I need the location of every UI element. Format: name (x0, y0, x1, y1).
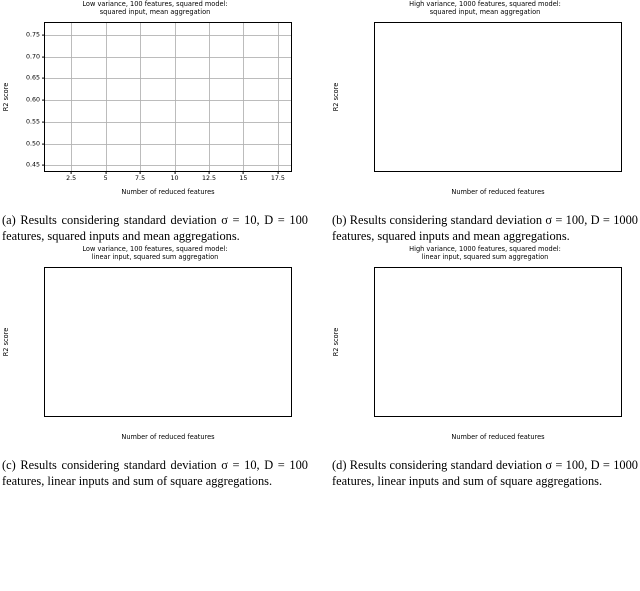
y-axis-tick-label: 0.75 (25, 31, 40, 39)
chart-a (0, 0, 310, 206)
y-axis-tick-mark (42, 121, 45, 122)
gridline-horizontal (45, 122, 291, 123)
x-axis-tick-mark (209, 171, 210, 174)
chart-container-a (0, 0, 310, 206)
x-axis-tick-label: 12.5 (201, 175, 216, 182)
y-axis-tick-label: 0.45 (25, 161, 40, 169)
gridline-vertical (278, 23, 279, 171)
x-axis-tick-mark (105, 171, 106, 174)
caption-label-a: (a) (2, 213, 16, 227)
caption-text-c: Results considering standard deviation σ = 10, D = 100 features, linear inputs and sum of square aggregations. (2, 457, 308, 489)
y-axis-label-b: R2 score (332, 82, 340, 112)
y-axis-tick-label: 0.70 (25, 53, 40, 61)
x-axis-tick-label: 10 (170, 175, 179, 182)
y-axis-label-d: R2 score (332, 327, 340, 357)
caption-text-b: Results considering standard deviation σ = 100, D = 1000 features, squared inputs and mean aggregations. (332, 213, 638, 244)
y-axis-tick-label: 0.65 (25, 74, 40, 82)
caption-d (330, 457, 640, 490)
gridline-horizontal (45, 35, 291, 36)
x-axis-tick-mark (140, 171, 141, 174)
gridline-vertical (209, 23, 210, 171)
caption-c (0, 457, 310, 490)
x-axis-tick-mark (243, 171, 244, 174)
plot-area-a (25, 22, 292, 182)
x-axis-label-c: Number of reduced features (121, 432, 215, 441)
gridline-horizontal (45, 144, 291, 145)
chart-title-a: Low variance, 100 features, squared model: squared input, mean aggregation (82, 0, 228, 17)
figure-panel-a (0, 0, 310, 245)
gridline-horizontal (45, 165, 291, 166)
plot-area-c (44, 267, 292, 417)
chart-container-b (330, 0, 640, 206)
x-axis-tick-label: 17.5 (270, 175, 285, 182)
chart-d (330, 245, 640, 451)
chart-title-c: Low variance, 100 features, squared model: linear input, squared sum aggregation (82, 244, 228, 261)
chart-c (0, 245, 310, 451)
gridline-horizontal (45, 78, 291, 79)
y-axis-tick-mark (42, 143, 45, 144)
x-axis-tick-label: 5 (103, 175, 108, 182)
x-axis-tick-mark (277, 171, 278, 174)
gridline-vertical (243, 23, 244, 171)
gridline-vertical (175, 23, 176, 171)
chart-container-c (0, 245, 310, 451)
x-axis-tick-mark (71, 171, 72, 174)
gridline-vertical (71, 23, 72, 171)
y-axis-tick-mark (42, 100, 45, 101)
caption-label-d: (d) (332, 457, 347, 472)
y-axis-tick-mark (42, 165, 45, 166)
chart-container-d (330, 245, 640, 451)
x-axis-tick-label: 2.5 (66, 175, 77, 182)
caption-label-b: (b) (332, 213, 347, 227)
y-axis-tick-label: 0.60 (25, 96, 40, 104)
x-axis-label-d: Number of reduced features (451, 432, 545, 441)
y-axis-tick-mark (42, 56, 45, 57)
y-axis-tick-mark (42, 78, 45, 79)
y-axis-label-a: R2 score (2, 82, 10, 112)
y-axis-tick-label: 0.50 (25, 140, 40, 148)
plot-area-b (374, 22, 622, 172)
x-axis-tick-label: 7.5 (135, 175, 146, 182)
x-axis-tick-mark (174, 171, 175, 174)
figure-panel-d (330, 245, 640, 490)
chart-title-b: High variance, 1000 features, squared model: squared input, mean aggregation (409, 0, 561, 17)
gridline-horizontal (45, 57, 291, 58)
gridline-horizontal (45, 100, 291, 101)
chart-b (330, 0, 640, 206)
x-axis-tick-label: 15 (239, 175, 248, 182)
gridline-vertical (140, 23, 141, 171)
figure-panel-b (330, 0, 640, 245)
caption-label-c: (c) (2, 457, 16, 472)
caption-b (330, 212, 640, 245)
x-axis-label-a: Number of reduced features (121, 188, 215, 196)
chart-title-d: High variance, 1000 features, squared model: linear input, squared sum aggregation (409, 244, 561, 261)
plot-area-d (374, 267, 622, 417)
y-axis-tick-label: 0.55 (25, 118, 40, 126)
caption-text-d: Results considering standard deviation σ = 100, D = 1000 features, linear inputs and sum of square aggregations. (332, 457, 638, 489)
figure-panel-c (0, 245, 310, 490)
caption-text-a: Results considering standard deviation σ = 10, D = 100 features, squared inputs and mean aggregations. (2, 213, 308, 244)
gridline-vertical (106, 23, 107, 171)
y-axis-tick-mark (42, 35, 45, 36)
y-axis-label-c: R2 score (2, 327, 10, 357)
caption-a (0, 212, 310, 245)
x-axis-label-b: Number of reduced features (451, 188, 545, 196)
